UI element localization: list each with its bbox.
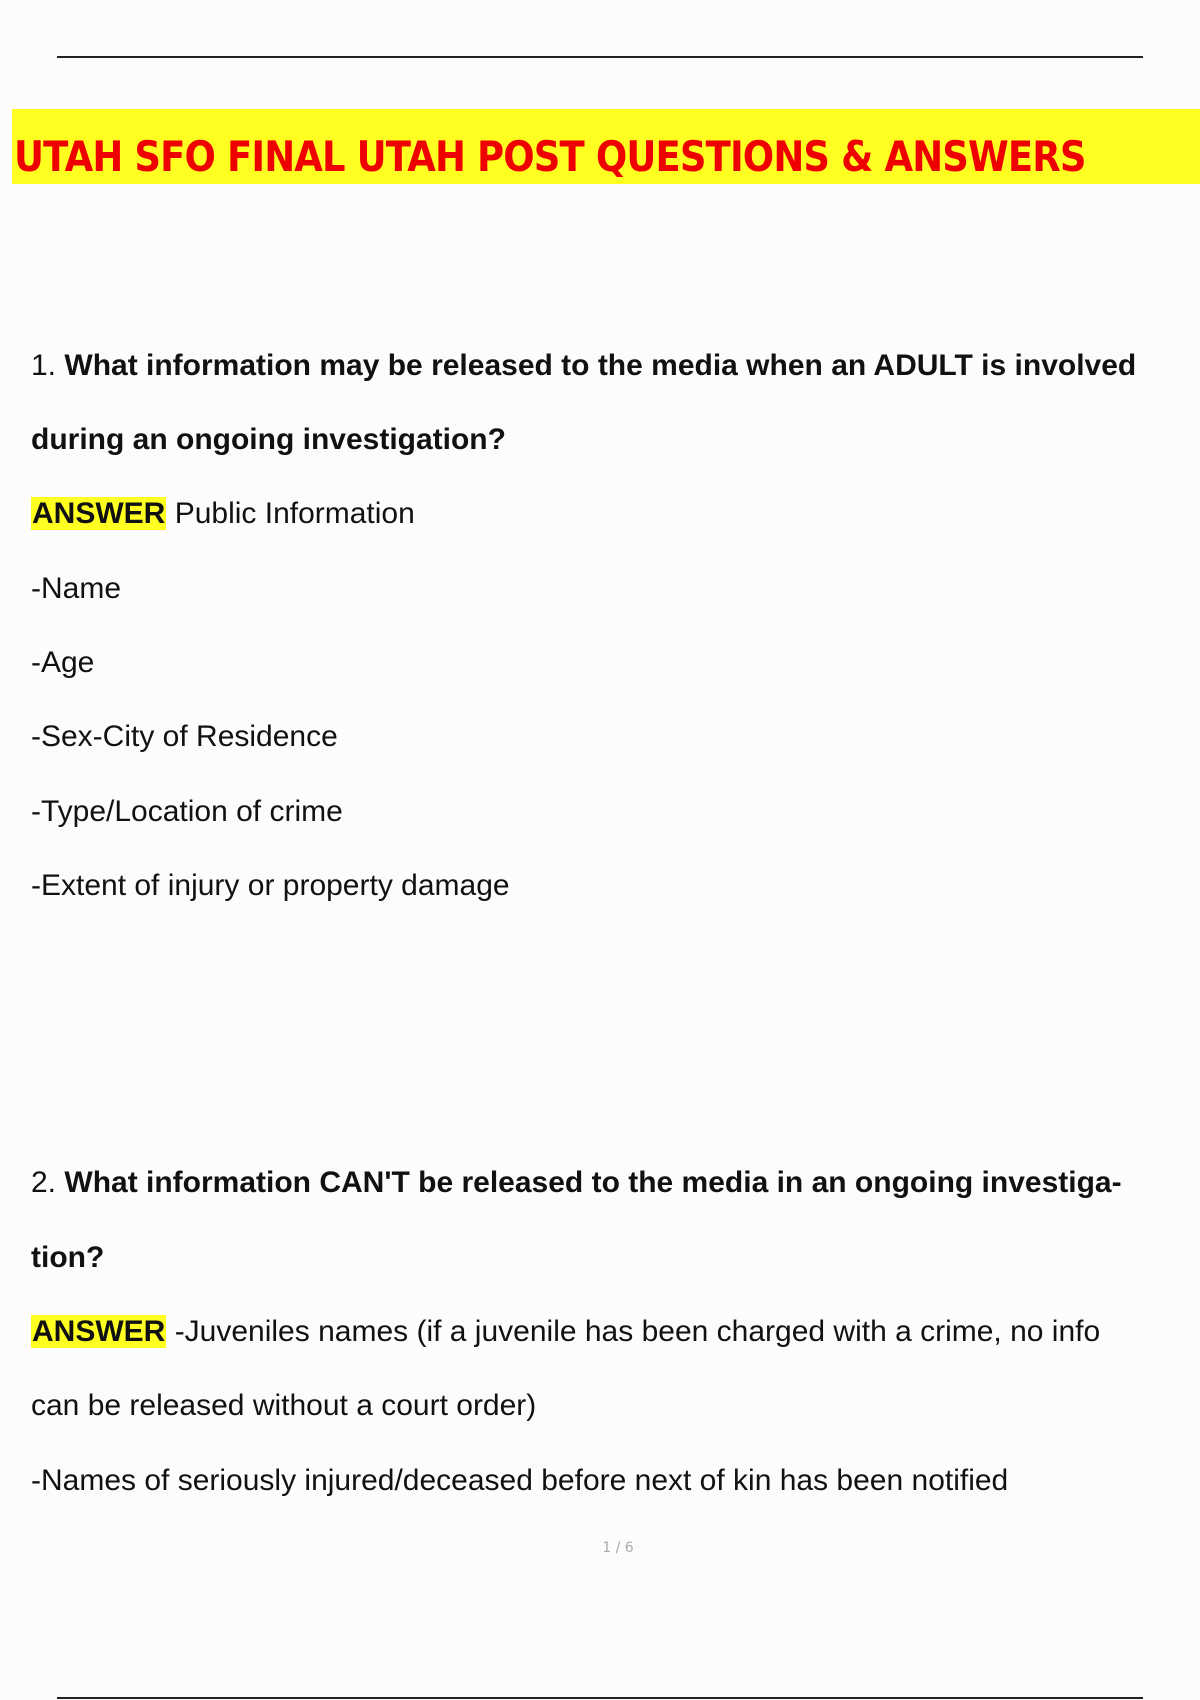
answer-1-line-1: Public Information xyxy=(174,497,415,530)
question-1-number: 1. xyxy=(31,349,57,382)
page-indicator: 1 / 6 xyxy=(602,1540,634,1556)
document-title: UTAH SFO FINAL UTAH POST QUESTIONS & ANSWERS xyxy=(14,132,1086,181)
answer-1-item-injury: -Extent of injury or property damage xyxy=(31,869,510,902)
answer-2-line-1: -Juveniles names (if a juvenile has been charged with a crime, no info xyxy=(174,1315,1101,1348)
answer-1-item-age: -Age xyxy=(31,646,95,679)
question-1 xyxy=(31,348,1136,384)
top-divider xyxy=(57,56,1143,58)
question-2-text-line-2: tion? xyxy=(31,1241,105,1274)
answer-2-line-2: can be released without a court order) xyxy=(31,1389,537,1422)
question-2 xyxy=(31,1165,1122,1201)
answer-2 xyxy=(31,1314,1100,1350)
title-banner xyxy=(12,109,1200,184)
answer-1 xyxy=(31,496,415,532)
question-2-text-line-1: What information CAN'T be released to the media in an ongoing investiga- xyxy=(64,1166,1122,1199)
bottom-divider xyxy=(57,1697,1143,1699)
answer-2-tag: ANSWER xyxy=(32,1315,166,1348)
answer-1-item-name: -Name xyxy=(31,572,122,605)
question-2-number: 2. xyxy=(31,1166,57,1199)
answer-1-tag: ANSWER xyxy=(32,497,166,530)
answer-1-item-sex-city: -Sex-City of Residence xyxy=(31,720,338,753)
question-2-continued xyxy=(31,1240,104,1276)
question-1-text-line-2: during an ongoing investigation? xyxy=(31,423,506,456)
answer-2-line-3: -Names of seriously injured/deceased before next of kin has been notified xyxy=(31,1464,1009,1497)
question-1-continued xyxy=(31,422,506,458)
answer-1-item-crime: -Type/Location of crime xyxy=(31,795,343,828)
question-1-text-line-1: What information may be released to the media when an ADULT is involved xyxy=(64,349,1137,382)
